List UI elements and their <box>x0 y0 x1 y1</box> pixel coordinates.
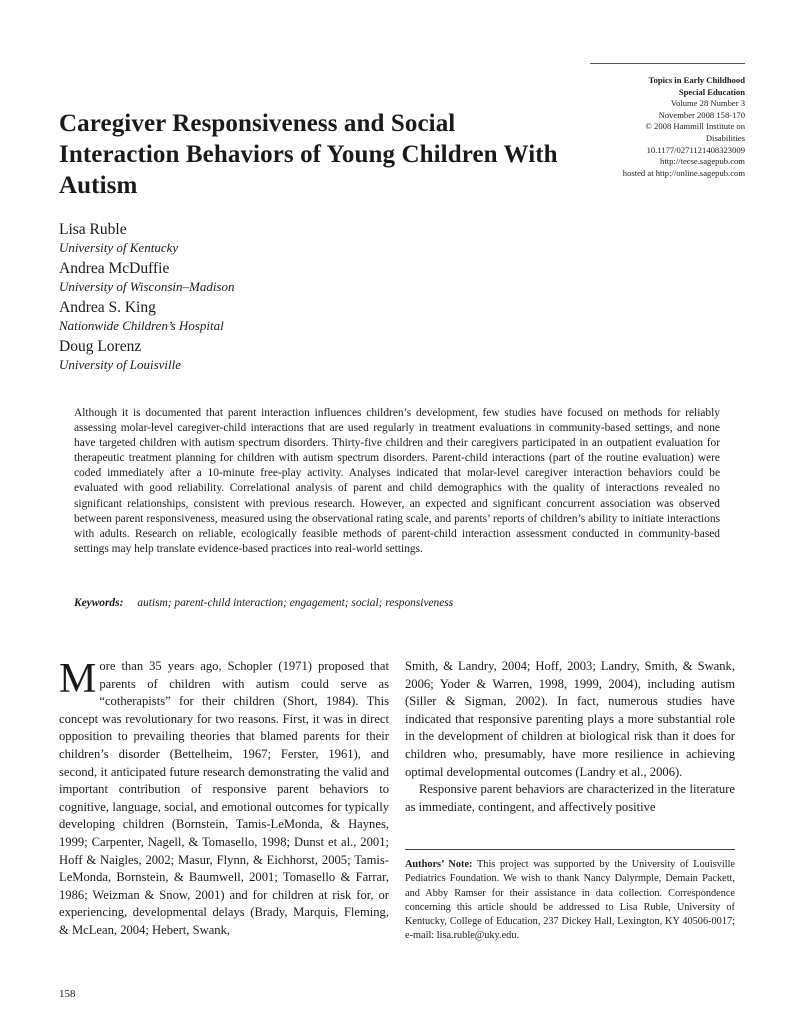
author-block <box>59 220 459 256</box>
body-column-left <box>59 658 389 940</box>
drop-cap: M <box>59 656 97 702</box>
note-divider <box>405 849 735 850</box>
author-name: Andrea McDuffie <box>59 260 170 277</box>
authors-note <box>405 858 735 944</box>
authors-note-label: Authors’ Note: <box>405 859 473 870</box>
author-affiliation: Nationwide Children’s Hospital <box>59 318 224 333</box>
body-right-paragraph-1: Smith, & Landry, 2004; Hoff, 2003; Landry, Smith, & Swank, 2006; Yoder & Warren, 1998, 1999, 2004), including autism (Siller & Sigman, 2002). In fact, numerous studies have indicated that responsive parenting plays a more substantial role in the development of children at biological risk than it does for children who, presumably, have more resilience in achieving optimal developmental outcomes (Landry et al., 2006). <box>405 659 735 779</box>
author-list <box>59 220 459 376</box>
author-block <box>59 259 459 295</box>
journal-copyright-2: Disabilities <box>705 132 745 143</box>
abstract: Although it is documented that parent interaction influences children’s development, few studies have focused on methods for reliably assessing molar-level caregiver-child interactions that are used regularly in treatment evaluations in community-based settings, and none have targeted children with autism spectrum disorders. Thirty-five children and their caregivers participated in an outpatient evaluation for therapeutic treatment planning for children with autism spectrum disorders. Parent-child interactions (part of the routine evaluation) were coded immediately after a 10-minute free-play activity. Analyses indicated that molar-level caregiver interaction behaviors could be evaluated with good reliability. Correlational analysis of parent and child demographics with the quality of interactions revealed no significant relationships, consistent with previous research. However, an expected and significant concurrent association was observed between parent responsiveness, measured using the observational rating scale, and parents’ reports of children’s ability to initiate interactions with adults. Research on reliable, ecologically feasible methods of parent-child interaction assessment conducted in community-based settings may help translate evidence-based practices into real-world settings. <box>74 407 720 555</box>
author-name: Andrea S. King <box>59 299 156 316</box>
journal-name-2: Special Education <box>678 86 745 97</box>
keywords <box>74 596 720 611</box>
body-left-text: ore than 35 years ago, Schopler (1971) proposed that parents of children with autism could serve as “cotherapists” for their children (Short, 1984). This concept was revolutionary for two reasons. First, it was in direct opposition to prevailing theories that blamed parents for their children’s disorder (Bettelheim, 1967; Ferster, 1961), and second, it anticipated future research demonstrating the valid and important contribution of responsive parent behaviors to cognitive, language, social, and emotional outcomes for typically developing children (Bornstein, Tamis-LeMonda, & Haynes, 1999; Carpenter, Nagell, & Tomasello, 1998; Dunst et al., 2001; Hoff & Naigles, 2002; Masur, Flynn, & Eichhorst, 2005; Tamis-LeMonda, Bornstein, & Baumwell, 2001; Tomasello & Farrar, 1986; Weizman & Snow, 2001) and for children at risk for, or experiencing, developmental delays (Brady, Marquis, Fleming, & McLean, 2004; Hebert, Swank, <box>59 659 389 937</box>
journal-doi: 10.1177/0271121408323009 <box>646 144 745 155</box>
author-affiliation: University of Wisconsin–Madison <box>59 279 235 294</box>
author-affiliation: University of Kentucky <box>59 240 179 255</box>
journal-name: Topics in Early Childhood <box>648 75 745 85</box>
page-number: 158 <box>59 988 76 1000</box>
journal-url[interactable]: http://tecse.sagepub.com <box>660 156 745 167</box>
journal-date-pages: November 2008 158-170 <box>658 109 745 120</box>
keywords-text: autism; parent-child interaction; engagement; social; responsiveness <box>137 597 454 609</box>
author-name: Lisa Ruble <box>59 221 127 238</box>
journal-volume: Volume 28 Number 3 <box>670 98 745 109</box>
author-name: Doug Lorenz <box>59 338 142 355</box>
journal-hosted[interactable]: hosted at http://online.sagepub.com <box>622 167 745 178</box>
author-affiliation: University of Louisville <box>59 357 182 372</box>
keywords-label: Keywords: <box>74 597 124 609</box>
author-block <box>59 298 459 334</box>
journal-copyright: © 2008 Hammill Institute on <box>645 121 745 132</box>
journal-info <box>590 63 745 179</box>
body-right-paragraph-2: Responsive parent behaviors are characterized in the literature as immediate, contingent, and affectively positive <box>405 782 735 814</box>
article-title: Caregiver Responsiveness and Social Interaction Behaviors of Young Children With Autism <box>59 110 558 199</box>
body-column-right <box>405 658 735 816</box>
authors-note-text: This project was supported by the University of Louisville Pediatrics Foundation. We wish to thank Nancy Dalyrmple, Demain Packett, and Abby Ramser for their assistance in data collection. Correspondence concerning this article should be addressed to Lisa Ruble, University of Kentucky, College of Education, 237 Dickey Hall, Lexington, KY 40506-0017; e-mail: lisa.ruble@uky.edu. <box>405 859 736 942</box>
author-block <box>59 337 459 373</box>
